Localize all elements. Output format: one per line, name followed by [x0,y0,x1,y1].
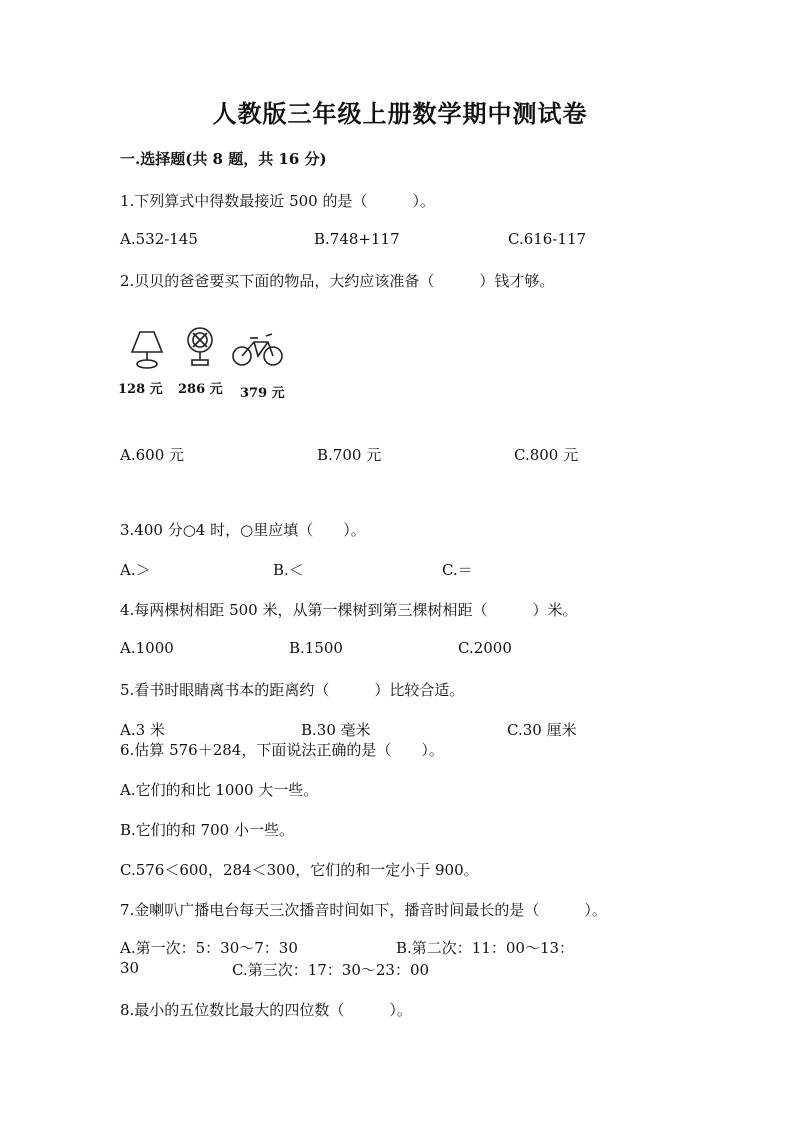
question-2-stem: 2.贝贝的爸爸要买下面的物品，大约应该准备（ ）钱才够。 [120,272,555,290]
question-5-option-a: A.3 米 [120,721,165,739]
question-8-stem: 8.最小的五位数比最大的四位数（ ）。 [120,1001,412,1019]
question-7-option-b: B.第二次：11：00～13： [396,939,575,957]
section-heading: 一.选择题(共 8 题，共 16 分) [120,150,327,168]
question-3-option-a: A.＞ [120,561,151,579]
page-title: 人教版三年级上册数学期中测试卷 [212,99,588,128]
question-1-option-c: C.616-117 [508,230,587,248]
question-5-option-b: B.30 毫米 [301,721,371,739]
question-7-stem: 7.金喇叭广播电台每天三次播音时间如下，播音时间最长的是（ ）。 [120,901,607,919]
question-5-option-c: C.30 厘米 [507,721,577,739]
question-7-option-b-continued: 30 [120,959,140,977]
question-4-option-a: A.1000 [120,639,174,657]
fan-icon [188,328,212,365]
question-4-option-c: C.2000 [458,639,512,657]
items-illustration [118,318,298,378]
question-3-option-c: C.＝ [442,561,473,579]
question-5-stem: 5.看书时眼睛离书本的距离约（ ）比较合适。 [120,681,465,699]
question-4-stem: 4.每两棵树相距 500 米，从第一棵树到第三棵树相距（ ）米。 [120,601,578,619]
question-6-option-c: C.576＜600，284＜300，它们的和一定小于 900。 [120,861,479,879]
question-2-option-c: C.800 元 [514,446,579,464]
question-1-option-a: A.532-145 [120,230,198,248]
lamp-icon [132,332,162,368]
question-7-option-c: C.第三次：17：30～23：00 [232,961,430,979]
question-6-stem: 6.估算 576＋284，下面说法正确的是（ ）。 [120,741,444,759]
bicycle-icon [233,334,282,365]
question-1-option-b: B.748+117 [314,230,400,248]
question-7-option-a: A.第一次：5：30～7：30 [120,939,298,957]
question-3-stem: 3.400 分○4 时，○里应填（ ）。 [120,521,366,539]
question-1-stem: 1.下列算式中得数最接近 500 的是（ ）。 [120,192,435,210]
question-6-option-a: A.它们的和比 1000 大一些。 [120,781,319,799]
question-4-option-b: B.1500 [289,639,343,657]
question-2-option-b: B.700 元 [317,446,382,464]
lamp-price: 128 元 [118,382,163,397]
question-2-option-a: A.600 元 [120,446,184,464]
question-6-option-b: B.它们的和 700 小一些。 [120,821,294,839]
fan-price: 286 元 [178,382,223,397]
question-2-figure [118,318,298,402]
bicycle-price: 379 元 [240,386,285,401]
question-3-option-b: B.＜ [273,561,304,579]
